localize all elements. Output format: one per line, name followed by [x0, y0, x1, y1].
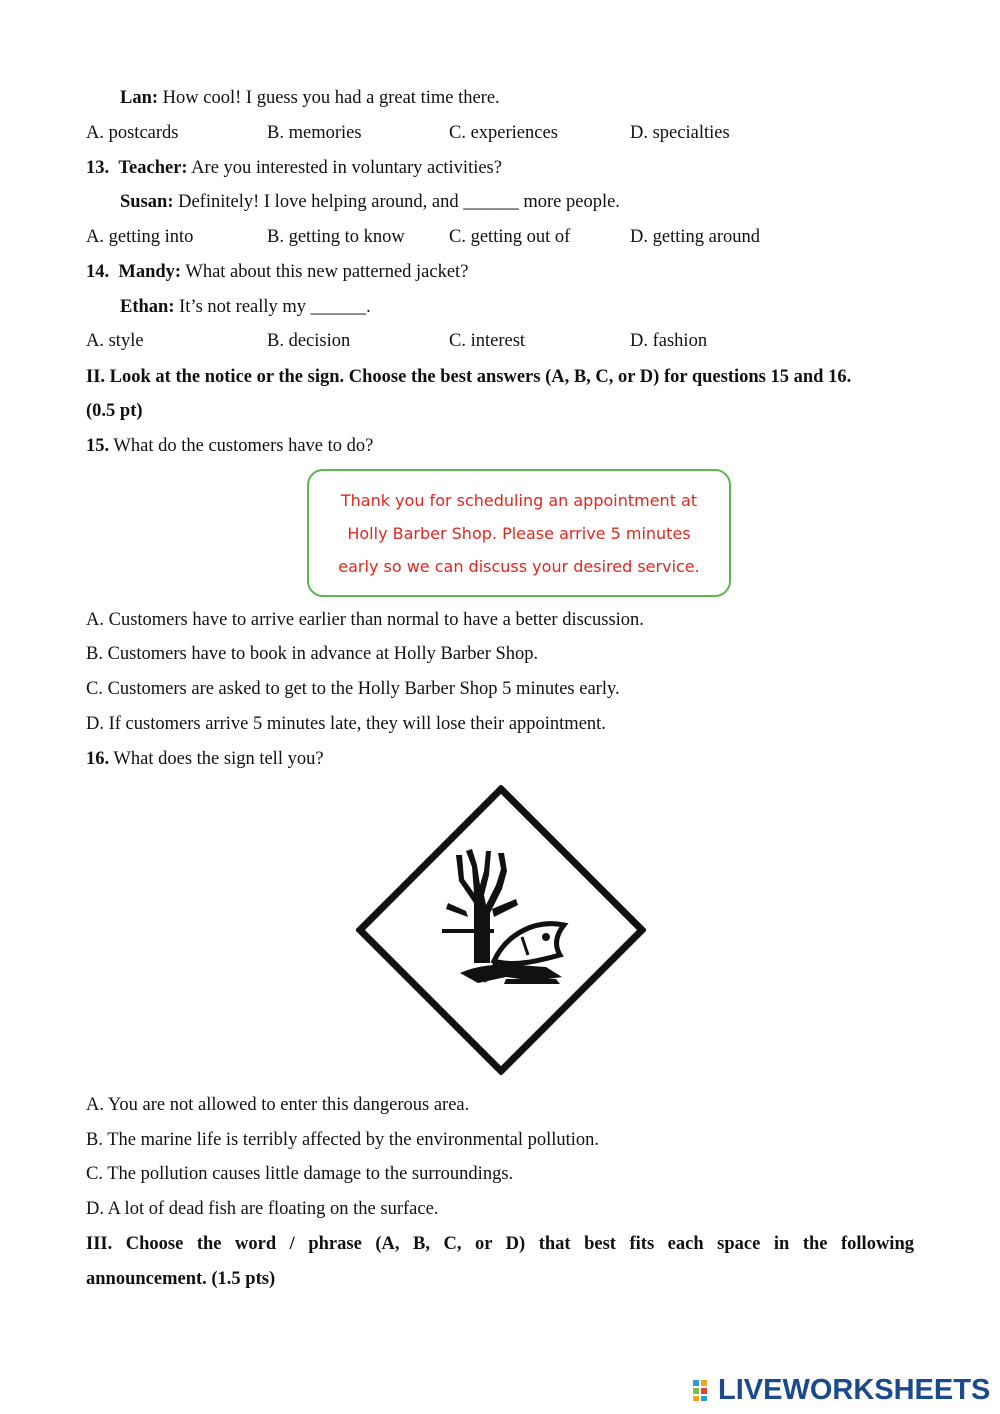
q16-option-a[interactable]: A. You are not allowed to enter this dangerous area. — [86, 1095, 470, 1115]
q15-option-d[interactable]: D. If customers arrive 5 minutes late, they will lose their appointment. — [86, 714, 606, 734]
dialogue-text: It’s not really my ______. — [174, 297, 371, 317]
barber-shop-notice — [307, 469, 731, 597]
speaker-label: Teacher: — [118, 158, 188, 178]
dialogue-text: What about this new patterned jacket? — [181, 262, 469, 282]
notice-line-2: Holly Barber Shop. Please arrive 5 minutes — [347, 523, 691, 543]
section-2-points: (0.5 pt) — [86, 401, 143, 421]
dialogue-text: Definitely! I love helping around, and ______ more people. — [173, 192, 620, 212]
environmental-hazard-sign-icon — [356, 785, 646, 1075]
q15-option-a[interactable]: A. Customers have to arrive earlier than normal to have a better discussion. — [86, 610, 644, 630]
q14-option-d[interactable]: D. fashion — [630, 331, 708, 351]
q13-option-c[interactable]: C. getting out of — [449, 227, 571, 247]
q12-option-b[interactable]: B. memories — [267, 123, 362, 143]
q16-question — [86, 748, 324, 770]
question-text: What does the sign tell you? — [109, 749, 324, 769]
liveworksheets-logo-icon — [692, 1378, 716, 1402]
q16-option-c[interactable]: C. The pollution causes little damage to the surroundings. — [86, 1164, 514, 1184]
section-3-heading: III. Choose the word / phrase (A, B, C, or D) that best fits each space in the following — [86, 1234, 914, 1254]
speaker-label: Ethan: — [120, 297, 175, 317]
q12-option-a[interactable]: A. postcards — [86, 123, 179, 143]
q13-option-b[interactable]: B. getting to know — [267, 227, 405, 247]
q14-response — [120, 296, 371, 318]
question-number: 15. — [86, 436, 110, 456]
q15-question — [86, 435, 373, 457]
q12-dialogue-line — [120, 87, 500, 109]
liveworksheets-brand — [692, 1372, 990, 1408]
section-3-points: announcement. (1.5 pts) — [86, 1269, 276, 1289]
q15-option-b[interactable]: B. Customers have to book in advance at Holly Barber Shop. — [86, 644, 539, 664]
notice-line-3: early so we can discuss your desired service. — [338, 556, 700, 576]
brand-name: LIVEWORKSHEETS — [718, 1373, 991, 1406]
q14-question — [86, 261, 468, 283]
q13-question — [86, 157, 502, 179]
question-number: 13. — [86, 158, 110, 178]
notice-line-1: Thank you for scheduling an appointment at — [340, 490, 698, 510]
speaker-label: Mandy: — [118, 262, 182, 282]
q14-option-a[interactable]: A. style — [86, 331, 144, 351]
sign-diamond-border — [360, 789, 642, 1071]
question-text: What do the customers have to do? — [109, 436, 374, 456]
section-2-heading: II. Look at the notice or the sign. Choose the best answers (A, B, C, or D) for questions 15 and 16. — [86, 367, 852, 387]
q16-option-b[interactable]: B. The marine life is terribly affected by the environmental pollution. — [86, 1130, 600, 1150]
speaker-label: Susan: — [120, 192, 174, 212]
shore-line — [504, 979, 560, 984]
question-number: 16. — [86, 749, 110, 769]
dialogue-text: How cool! I guess you had a great time there. — [158, 88, 500, 108]
q15-option-c[interactable]: C. Customers are asked to get to the Holly Barber Shop 5 minutes early. — [86, 679, 620, 699]
q13-response — [120, 191, 620, 213]
q12-option-c[interactable]: C. experiences — [449, 123, 558, 143]
q14-option-c[interactable]: C. interest — [449, 331, 526, 351]
dialogue-text: Are you interested in voluntary activities? — [187, 158, 502, 178]
q13-option-a[interactable]: A. getting into — [86, 227, 194, 247]
speaker-label: Lan: — [120, 88, 159, 108]
q13-option-d[interactable]: D. getting around — [630, 227, 760, 247]
q16-option-d[interactable]: D. A lot of dead fish are floating on the surface. — [86, 1199, 439, 1219]
q12-option-d[interactable]: D. specialties — [630, 123, 730, 143]
question-number: 14. — [86, 262, 110, 282]
q14-option-b[interactable]: B. decision — [267, 331, 351, 351]
